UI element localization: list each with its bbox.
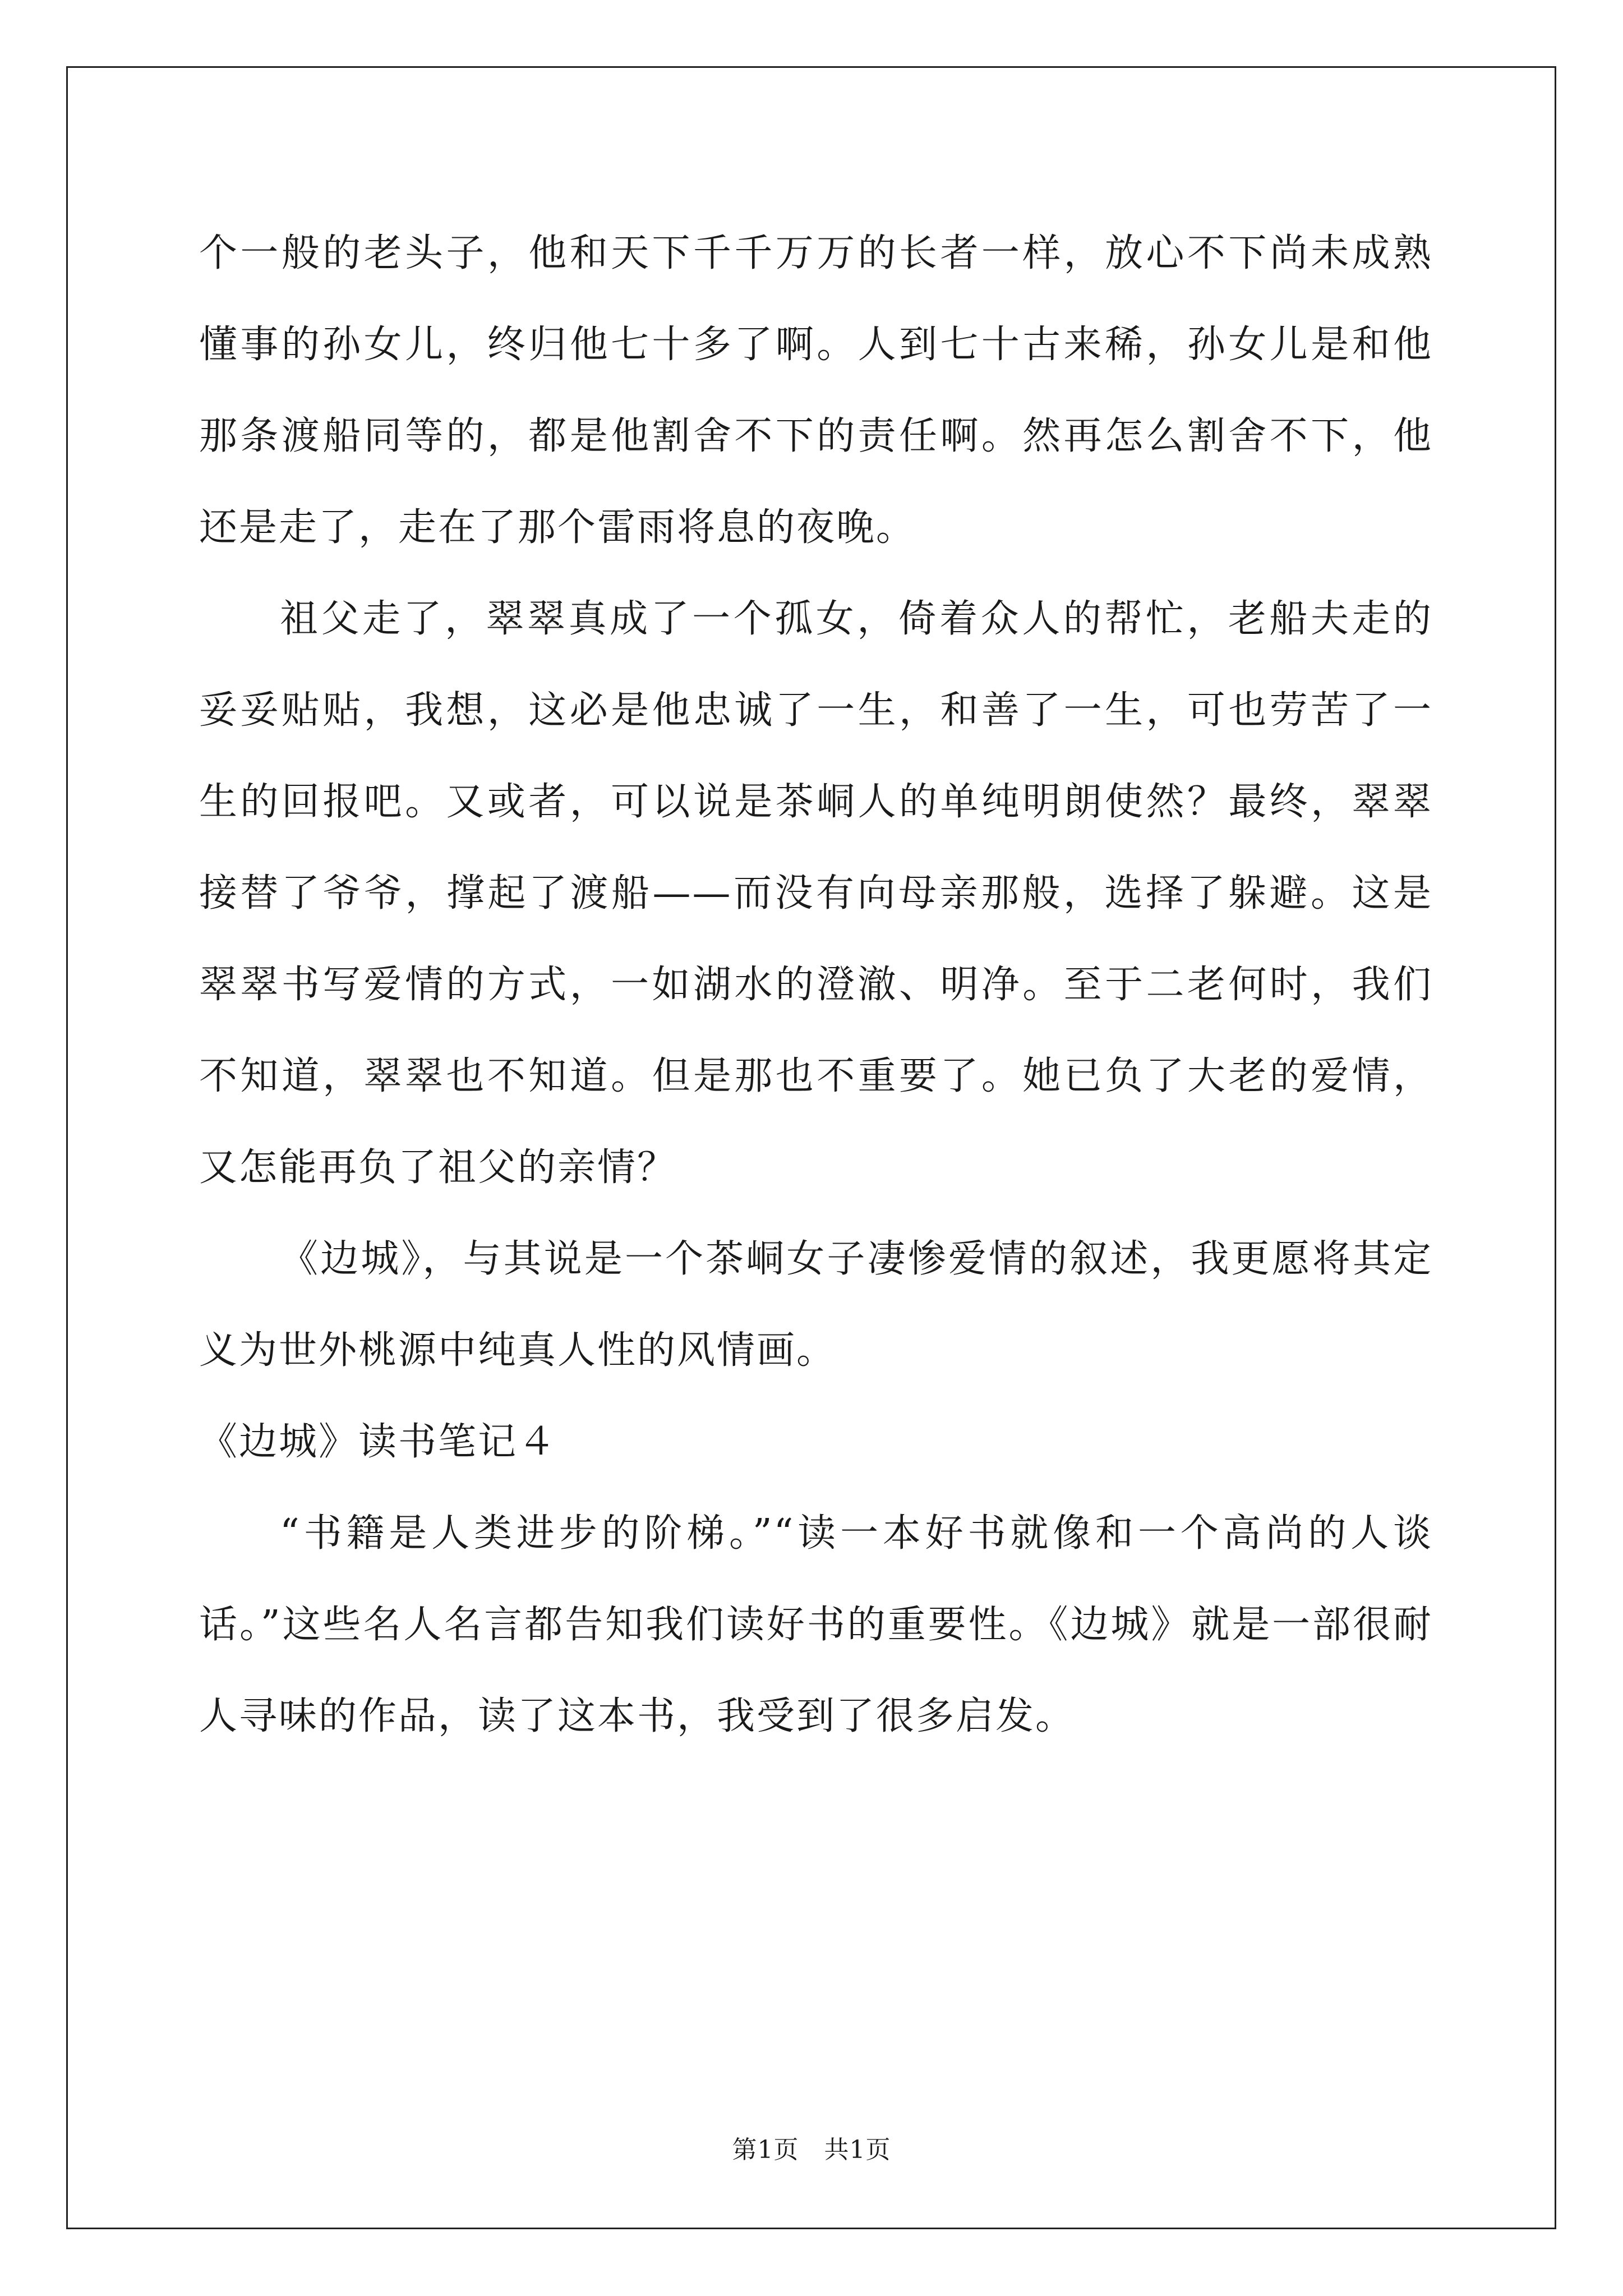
section-heading: 《边城》读书笔记４ — [199, 1420, 558, 1464]
page-footer: 第1页 共1页 — [732, 2136, 891, 2164]
document-body — [199, 208, 1433, 1762]
paragraph-grandfather: 祖父走了，翠翠真成了一个孤女，倚着众人的帮忙，老船夫走的妥妥贴贴，我想，这必是他忠诚了一生，和善了一生，可也劳苦了一生的回报吧。又或者，可以说是茶峒人的单纯明朗使然？最终，翠翠接替了爷爷，撑起了渡船——而没有向母亲那般，选择了躲避。这是翠翠书写爱情的方式，一如湖水的澄澈、明净。至于二老何时，我们不知道，翠翠也不知道。但是那也不重要了。她已负了大老的爱情，又怎能再负了祖父的亲情？ — [199, 597, 1433, 1190]
paragraph-intro: “书籍是人类进步的阶梯。”“读一本好书就像和一个高尚的人谈话。”这些名人名言都告知我们读好书的重要性。《边城》就是一部很耐人寻味的作品，读了这本书，我受到了很多启发。 — [199, 1511, 1433, 1738]
paragraph-conclusion: 《边城》，与其说是一个茶峒女子凄惨爱情的叙述，我更愿将其定义为世外桃源中纯真人性的风情画。 — [199, 1237, 1433, 1373]
paragraph-continuation: 个一般的老头子，他和天下千千万万的长者一样，放心不下尚未成熟懂事的孙女儿，终归他七十多了啊。人到七十古来稀，孙女儿是和他那条渡船同等的，都是他割舍不下的责任啊。然再怎么割舍不下，他还是走了，走在了那个雷雨将息的夜晚。 — [199, 231, 1433, 550]
